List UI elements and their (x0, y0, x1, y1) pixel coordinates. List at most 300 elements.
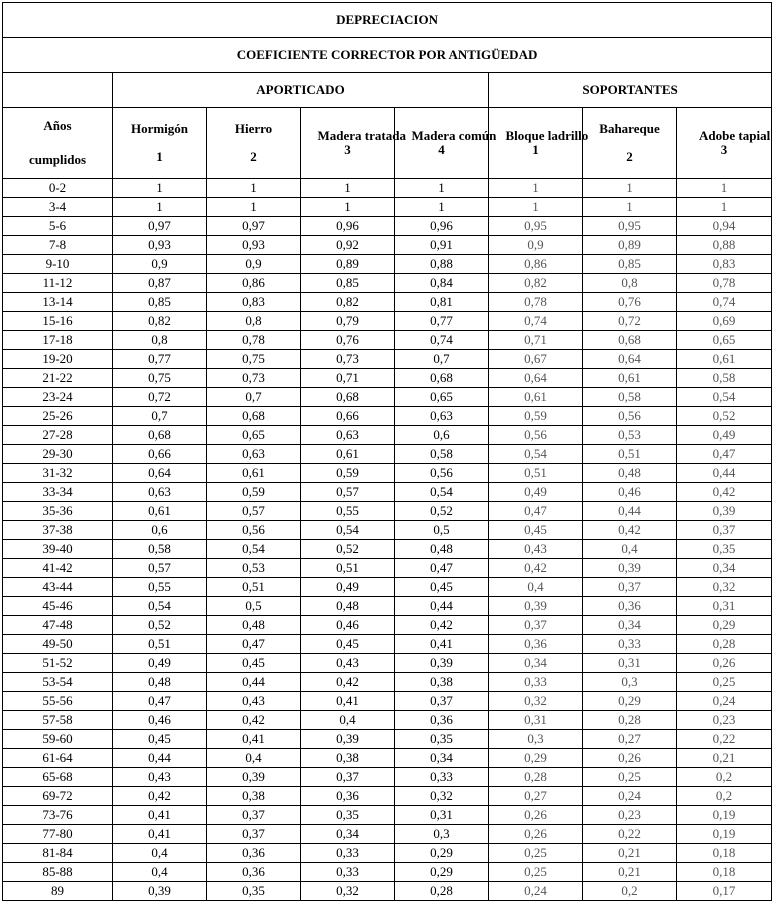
cell-hierro: 0,97 (207, 217, 301, 236)
cell-madera-comun: 0,44 (395, 597, 489, 616)
cell-adobe-tapial: 0,42 (677, 483, 772, 502)
cell-bahareque: 0,28 (583, 711, 677, 730)
cell-hierro: 1 (207, 179, 301, 198)
table-row (3, 825, 772, 844)
cell-bloque-ladrillo: 0,67 (489, 350, 583, 369)
table-row (3, 749, 772, 768)
table-row (3, 426, 772, 445)
cell-years: 49-50 (3, 635, 113, 654)
cell-years: 21-22 (3, 369, 113, 388)
cell-years: 27-28 (3, 426, 113, 445)
cell-bahareque: 0,23 (583, 806, 677, 825)
cell-adobe-tapial: 1 (677, 198, 772, 217)
cell-madera-tratada: 0,54 (301, 521, 395, 540)
cell-bloque-ladrillo: 0,47 (489, 502, 583, 521)
cell-bahareque: 0,36 (583, 597, 677, 616)
cell-madera-comun: 0,54 (395, 483, 489, 502)
cell-bahareque: 0,85 (583, 255, 677, 274)
cell-years: 45-46 (3, 597, 113, 616)
group-header-empty (3, 73, 113, 108)
cell-hierro: 0,43 (207, 692, 301, 711)
cell-madera-tratada: 0,42 (301, 673, 395, 692)
cell-bloque-ladrillo: 0,29 (489, 749, 583, 768)
cell-adobe-tapial: 0,24 (677, 692, 772, 711)
cell-madera-tratada: 0,76 (301, 331, 395, 350)
cell-madera-tratada: 0,4 (301, 711, 395, 730)
cell-madera-comun: 0,37 (395, 692, 489, 711)
cell-bahareque: 0,53 (583, 426, 677, 445)
cell-madera-comun: 1 (395, 179, 489, 198)
cell-madera-tratada: 0,89 (301, 255, 395, 274)
cell-hierro: 0,73 (207, 369, 301, 388)
cell-madera-tratada: 0,35 (301, 806, 395, 825)
cell-madera-comun: 0,33 (395, 768, 489, 787)
cell-adobe-tapial: 0,31 (677, 597, 772, 616)
cell-adobe-tapial: 0,37 (677, 521, 772, 540)
cell-adobe-tapial: 0,18 (677, 863, 772, 882)
cell-madera-tratada: 0,38 (301, 749, 395, 768)
cell-hormigon: 0,4 (113, 863, 207, 882)
cell-bloque-ladrillo: 0,95 (489, 217, 583, 236)
table-subtitle: COEFICIENTE CORRECTOR POR ANTIGÜEDAD (3, 38, 772, 73)
cell-bahareque: 0,89 (583, 236, 677, 255)
cell-hierro: 0,8 (207, 312, 301, 331)
column-header-adobe-tapial (677, 108, 772, 179)
cell-hormigon: 0,77 (113, 350, 207, 369)
cell-madera-tratada: 0,37 (301, 768, 395, 787)
cell-hormigon: 0,68 (113, 426, 207, 445)
cell-hierro: 0,39 (207, 768, 301, 787)
table-row (3, 217, 772, 236)
cell-bloque-ladrillo: 0,33 (489, 673, 583, 692)
cell-madera-comun: 0,47 (395, 559, 489, 578)
cell-madera-comun: 0,28 (395, 882, 489, 901)
cell-madera-comun: 0,3 (395, 825, 489, 844)
cell-bahareque: 0,22 (583, 825, 677, 844)
cell-madera-tratada: 0,96 (301, 217, 395, 236)
cell-adobe-tapial: 0,19 (677, 806, 772, 825)
cell-madera-comun: 0,58 (395, 445, 489, 464)
cell-hormigon: 0,41 (113, 825, 207, 844)
cell-bahareque: 0,34 (583, 616, 677, 635)
cell-madera-tratada: 0,71 (301, 369, 395, 388)
cell-bloque-ladrillo: 0,42 (489, 559, 583, 578)
cell-years: 61-64 (3, 749, 113, 768)
cell-years: 85-88 (3, 863, 113, 882)
cell-bahareque: 0,64 (583, 350, 677, 369)
cell-bloque-ladrillo: 0,59 (489, 407, 583, 426)
cell-bloque-ladrillo: 0,25 (489, 844, 583, 863)
cell-adobe-tapial: 0,18 (677, 844, 772, 863)
table-row (3, 255, 772, 274)
cell-madera-tratada: 0,34 (301, 825, 395, 844)
cell-hierro: 0,59 (207, 483, 301, 502)
cell-hormigon: 0,4 (113, 844, 207, 863)
cell-madera-tratada: 0,57 (301, 483, 395, 502)
cell-bloque-ladrillo: 0,82 (489, 274, 583, 293)
cell-madera-comun: 0,81 (395, 293, 489, 312)
cell-madera-comun: 0,45 (395, 578, 489, 597)
cell-adobe-tapial: 0,35 (677, 540, 772, 559)
cell-hormigon: 0,58 (113, 540, 207, 559)
cell-bahareque: 0,95 (583, 217, 677, 236)
cell-bloque-ladrillo: 0,43 (489, 540, 583, 559)
cell-years: 77-80 (3, 825, 113, 844)
cell-hierro: 0,86 (207, 274, 301, 293)
cell-madera-tratada: 0,33 (301, 863, 395, 882)
cell-years: 53-54 (3, 673, 113, 692)
cell-bloque-ladrillo: 0,25 (489, 863, 583, 882)
cell-years: 0-2 (3, 179, 113, 198)
column-header-hormigon-num: 1 (156, 149, 163, 164)
column-header-bloque-ladrillo (489, 108, 589, 179)
cell-hierro: 0,53 (207, 559, 301, 578)
table-row (3, 331, 772, 350)
column-header-bloque-ladrillo-name: Bloque ladrillo (505, 128, 589, 143)
cell-madera-tratada: 0,32 (301, 882, 395, 901)
cell-bloque-ladrillo: 0,31 (489, 711, 583, 730)
cell-bloque-ladrillo: 0,27 (489, 787, 583, 806)
cell-years: 23-24 (3, 388, 113, 407)
cell-bloque-ladrillo: 0,49 (489, 483, 583, 502)
cell-hierro: 0,68 (207, 407, 301, 426)
table-row (3, 844, 772, 863)
cell-years: 3-4 (3, 198, 113, 217)
cell-bahareque: 0,44 (583, 502, 677, 521)
cell-madera-tratada: 0,82 (301, 293, 395, 312)
cell-hormigon: 0,47 (113, 692, 207, 711)
cell-hormigon: 1 (113, 179, 207, 198)
cell-madera-tratada: 0,49 (301, 578, 395, 597)
cell-hormigon: 0,66 (113, 445, 207, 464)
cell-adobe-tapial: 0,78 (677, 274, 772, 293)
cell-madera-comun: 0,56 (395, 464, 489, 483)
cell-bahareque: 0,76 (583, 293, 677, 312)
cell-adobe-tapial: 1 (677, 179, 772, 198)
table-row (3, 407, 772, 426)
cell-bloque-ladrillo: 0,74 (489, 312, 583, 331)
cell-madera-comun: 0,65 (395, 388, 489, 407)
cell-hormigon: 0,54 (113, 597, 207, 616)
cell-madera-comun: 0,36 (395, 711, 489, 730)
cell-bahareque: 0,2 (583, 882, 677, 901)
cell-bahareque: 0,31 (583, 654, 677, 673)
table-row (3, 863, 772, 882)
column-header-hormigon (113, 108, 207, 179)
table-row (3, 673, 772, 692)
cell-years: 73-76 (3, 806, 113, 825)
cell-madera-comun: 0,68 (395, 369, 489, 388)
cell-bahareque: 0,37 (583, 578, 677, 597)
cell-hierro: 0,57 (207, 502, 301, 521)
cell-adobe-tapial: 0,23 (677, 711, 772, 730)
column-header-years (3, 108, 113, 179)
cell-madera-tratada: 0,63 (301, 426, 395, 445)
cell-hormigon: 0,64 (113, 464, 207, 483)
cell-madera-tratada: 0,39 (301, 730, 395, 749)
cell-hormigon: 0,45 (113, 730, 207, 749)
table-row (3, 806, 772, 825)
table-row (3, 464, 772, 483)
cell-hierro: 0,4 (207, 749, 301, 768)
cell-hormigon: 0,63 (113, 483, 207, 502)
cell-hierro: 0,75 (207, 350, 301, 369)
cell-bloque-ladrillo: 0,36 (489, 635, 583, 654)
cell-hierro: 0,83 (207, 293, 301, 312)
cell-bahareque: 0,27 (583, 730, 677, 749)
column-header-hierro-num: 2 (250, 149, 257, 164)
table-row (3, 274, 772, 293)
cell-madera-tratada: 0,55 (301, 502, 395, 521)
cell-bahareque: 0,39 (583, 559, 677, 578)
cell-bahareque: 0,72 (583, 312, 677, 331)
cell-madera-comun: 0,31 (395, 806, 489, 825)
cell-adobe-tapial: 0,17 (677, 882, 772, 901)
cell-years: 13-14 (3, 293, 113, 312)
column-header-hierro-name: Hierro (234, 121, 273, 136)
cell-hierro: 0,7 (207, 388, 301, 407)
cell-madera-tratada: 0,46 (301, 616, 395, 635)
cell-hierro: 0,35 (207, 882, 301, 901)
column-header-madera-comun (395, 108, 497, 179)
table-row (3, 198, 772, 217)
cell-madera-tratada: 0,59 (301, 464, 395, 483)
cell-hierro: 0,48 (207, 616, 301, 635)
cell-years: 7-8 (3, 236, 113, 255)
cell-hormigon: 0,6 (113, 521, 207, 540)
cell-madera-tratada: 1 (301, 179, 395, 198)
cell-years: 51-52 (3, 654, 113, 673)
cell-hierro: 0,5 (207, 597, 301, 616)
table-row (3, 293, 772, 312)
cell-bahareque: 0,48 (583, 464, 677, 483)
cell-bloque-ladrillo: 0,64 (489, 369, 583, 388)
table-row (3, 236, 772, 255)
cell-bahareque: 1 (583, 198, 677, 217)
cell-hormigon: 0,55 (113, 578, 207, 597)
cell-years: 41-42 (3, 559, 113, 578)
cell-madera-comun: 0,29 (395, 863, 489, 882)
cell-madera-comun: 0,39 (395, 654, 489, 673)
cell-adobe-tapial: 0,2 (677, 787, 772, 806)
table-row (3, 540, 772, 559)
cell-hierro: 0,38 (207, 787, 301, 806)
cell-hormigon: 0,49 (113, 654, 207, 673)
cell-years: 43-44 (3, 578, 113, 597)
cell-adobe-tapial: 0,2 (677, 768, 772, 787)
cell-years: 25-26 (3, 407, 113, 426)
cell-madera-comun: 0,74 (395, 331, 489, 350)
cell-bloque-ladrillo: 0,78 (489, 293, 583, 312)
cell-madera-comun: 1 (395, 198, 489, 217)
cell-hormigon: 0,82 (113, 312, 207, 331)
cell-hierro: 0,36 (207, 844, 301, 863)
column-header-bahareque-num: 2 (626, 149, 633, 164)
cell-adobe-tapial: 0,88 (677, 236, 772, 255)
cell-madera-comun: 0,29 (395, 844, 489, 863)
cell-years: 55-56 (3, 692, 113, 711)
cell-bahareque: 0,56 (583, 407, 677, 426)
cell-madera-tratada: 0,52 (301, 540, 395, 559)
column-header-hierro (207, 108, 301, 179)
cell-madera-comun: 0,41 (395, 635, 489, 654)
cell-hierro: 0,93 (207, 236, 301, 255)
cell-adobe-tapial: 0,58 (677, 369, 772, 388)
cell-bloque-ladrillo: 0,56 (489, 426, 583, 445)
cell-years: 69-72 (3, 787, 113, 806)
table-row (3, 521, 772, 540)
table-row (3, 179, 772, 198)
cell-madera-tratada: 0,45 (301, 635, 395, 654)
cell-adobe-tapial: 0,32 (677, 578, 772, 597)
cell-bloque-ladrillo: 0,4 (489, 578, 583, 597)
cell-madera-comun: 0,42 (395, 616, 489, 635)
cell-bloque-ladrillo: 0,51 (489, 464, 583, 483)
cell-madera-tratada: 0,33 (301, 844, 395, 863)
cell-years: 9-10 (3, 255, 113, 274)
cell-madera-tratada: 0,41 (301, 692, 395, 711)
cell-bloque-ladrillo: 0,3 (489, 730, 583, 749)
cell-adobe-tapial: 0,47 (677, 445, 772, 464)
cell-madera-comun: 0,63 (395, 407, 489, 426)
table-row (3, 635, 772, 654)
cell-bloque-ladrillo: 0,54 (489, 445, 583, 464)
cell-years: 11-12 (3, 274, 113, 293)
cell-madera-comun: 0,96 (395, 217, 489, 236)
cell-adobe-tapial: 0,25 (677, 673, 772, 692)
cell-bloque-ladrillo: 0,32 (489, 692, 583, 711)
cell-hormigon: 0,48 (113, 673, 207, 692)
cell-madera-tratada: 0,85 (301, 274, 395, 293)
cell-years: 5-6 (3, 217, 113, 236)
cell-madera-tratada: 0,61 (301, 445, 395, 464)
cell-madera-comun: 0,7 (395, 350, 489, 369)
depreciation-table (2, 2, 772, 901)
cell-bahareque: 0,4 (583, 540, 677, 559)
column-header-madera-comun-num: 4 (438, 142, 445, 157)
column-header-bahareque (583, 108, 677, 179)
cell-hormigon: 0,61 (113, 502, 207, 521)
cell-hormigon: 0,51 (113, 635, 207, 654)
cell-bahareque: 0,42 (583, 521, 677, 540)
cell-madera-comun: 0,52 (395, 502, 489, 521)
cell-bloque-ladrillo: 0,24 (489, 882, 583, 901)
cell-hormigon: 0,93 (113, 236, 207, 255)
cell-bloque-ladrillo: 1 (489, 198, 583, 217)
cell-hierro: 0,44 (207, 673, 301, 692)
cell-bloque-ladrillo: 0,45 (489, 521, 583, 540)
cell-adobe-tapial: 0,29 (677, 616, 772, 635)
cell-bahareque: 0,24 (583, 787, 677, 806)
table-row (3, 483, 772, 502)
cell-adobe-tapial: 0,83 (677, 255, 772, 274)
cell-bloque-ladrillo: 0,61 (489, 388, 583, 407)
cell-hierro: 0,37 (207, 825, 301, 844)
cell-madera-comun: 0,84 (395, 274, 489, 293)
table-row (3, 312, 772, 331)
column-header-adobe-tapial-name: Adobe tapial (699, 128, 771, 143)
cell-madera-comun: 0,5 (395, 521, 489, 540)
group-header-aporticado: APORTICADO (113, 73, 489, 108)
cell-years: 31-32 (3, 464, 113, 483)
cell-hormigon: 0,44 (113, 749, 207, 768)
cell-adobe-tapial: 0,61 (677, 350, 772, 369)
cell-years: 89 (3, 882, 113, 901)
cell-years: 29-30 (3, 445, 113, 464)
cell-adobe-tapial: 0,22 (677, 730, 772, 749)
cell-bahareque: 0,3 (583, 673, 677, 692)
cell-bloque-ladrillo: 0,26 (489, 825, 583, 844)
cell-adobe-tapial: 0,74 (677, 293, 772, 312)
cell-hormigon: 1 (113, 198, 207, 217)
cell-years: 19-20 (3, 350, 113, 369)
cell-madera-tratada: 0,51 (301, 559, 395, 578)
cell-bahareque: 0,29 (583, 692, 677, 711)
column-header-years-line1: Años (43, 118, 72, 133)
column-header-years-line2: cumplidos (28, 152, 87, 167)
cell-adobe-tapial: 0,54 (677, 388, 772, 407)
cell-hierro: 0,42 (207, 711, 301, 730)
table-row (3, 578, 772, 597)
cell-madera-tratada: 0,73 (301, 350, 395, 369)
table-row (3, 597, 772, 616)
column-header-madera-tratada-name: Madera tratada (317, 128, 406, 143)
cell-bahareque: 0,33 (583, 635, 677, 654)
cell-bahareque: 0,51 (583, 445, 677, 464)
cell-madera-comun: 0,35 (395, 730, 489, 749)
cell-years: 17-18 (3, 331, 113, 350)
table-row (3, 730, 772, 749)
cell-bahareque: 0,8 (583, 274, 677, 293)
cell-madera-tratada: 0,48 (301, 597, 395, 616)
cell-hormigon: 0,72 (113, 388, 207, 407)
cell-years: 57-58 (3, 711, 113, 730)
cell-adobe-tapial: 0,52 (677, 407, 772, 426)
cell-adobe-tapial: 0,69 (677, 312, 772, 331)
cell-hormigon: 0,41 (113, 806, 207, 825)
cell-hierro: 0,45 (207, 654, 301, 673)
cell-madera-comun: 0,77 (395, 312, 489, 331)
cell-adobe-tapial: 0,44 (677, 464, 772, 483)
cell-adobe-tapial: 0,34 (677, 559, 772, 578)
cell-years: 33-34 (3, 483, 113, 502)
table-row (3, 445, 772, 464)
cell-hierro: 0,78 (207, 331, 301, 350)
table-row (3, 711, 772, 730)
table-body (3, 179, 772, 901)
cell-hierro: 0,65 (207, 426, 301, 445)
cell-hierro: 0,9 (207, 255, 301, 274)
table-row (3, 350, 772, 369)
table-row (3, 369, 772, 388)
cell-bloque-ladrillo: 1 (489, 179, 583, 198)
cell-hormigon: 0,85 (113, 293, 207, 312)
cell-madera-tratada: 0,68 (301, 388, 395, 407)
cell-hierro: 0,63 (207, 445, 301, 464)
cell-madera-comun: 0,34 (395, 749, 489, 768)
cell-adobe-tapial: 0,65 (677, 331, 772, 350)
cell-hormigon: 0,8 (113, 331, 207, 350)
column-header-madera-tratada (301, 108, 406, 179)
table-row (3, 616, 772, 635)
cell-years: 81-84 (3, 844, 113, 863)
cell-madera-tratada: 1 (301, 198, 395, 217)
cell-hormigon: 0,87 (113, 274, 207, 293)
cell-adobe-tapial: 0,21 (677, 749, 772, 768)
cell-hierro: 1 (207, 198, 301, 217)
cell-madera-comun: 0,38 (395, 673, 489, 692)
cell-years: 35-36 (3, 502, 113, 521)
